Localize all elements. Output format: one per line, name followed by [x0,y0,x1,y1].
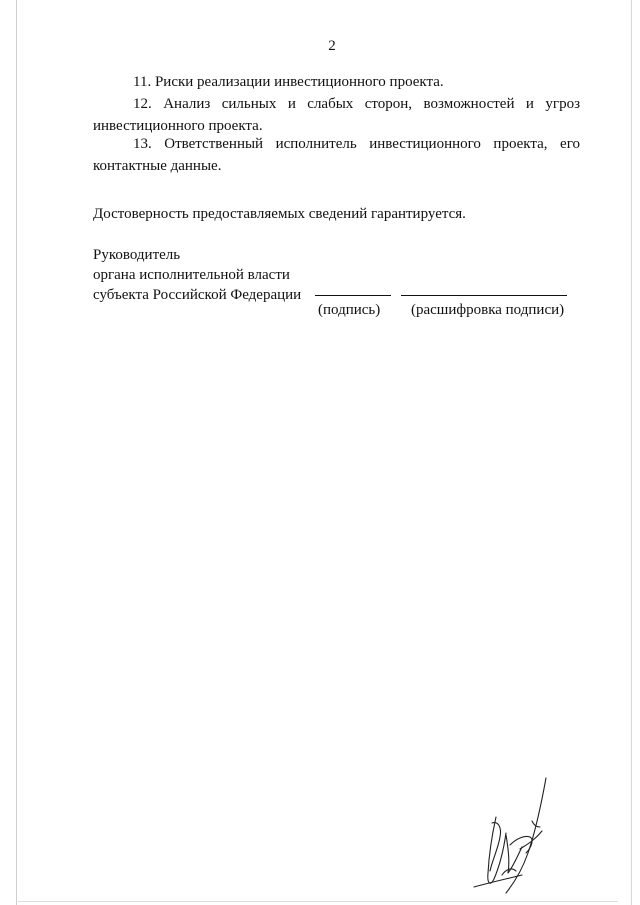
list-item [93,133,580,177]
list-item-text: 13. Ответственный исполнитель инвестиционного проекта, его контактные данные. [93,136,580,174]
page-right-edge [631,0,632,905]
list-item [93,71,580,93]
list-item [93,93,580,137]
signature-caption: (подпись) [318,302,381,318]
reliability-statement: Достоверность предоставляемых сведений гарантируется. [93,206,466,222]
signatory-title [93,245,301,305]
handwritten-signature [462,775,558,900]
name-blank-line [401,295,567,296]
name-caption: (расшифровка подписи) [411,302,565,318]
signatory-line-2: органа исполнительной власти [93,267,290,283]
page-bottom-edge [18,901,618,902]
list-item-text: 11. Риски реализации инвестиционного проекта. [133,74,444,90]
page-number: 2 [328,38,336,54]
signatory-line-3: субъекта Российской Федерации [93,287,302,303]
signature-blank-line [315,295,391,296]
list-item-text: 12. Анализ сильных и слабых сторон, возможностей и угроз инвестиционного проекта. [93,96,580,134]
signatory-line-1: Руководитель [93,247,181,263]
page-left-edge [16,0,17,905]
